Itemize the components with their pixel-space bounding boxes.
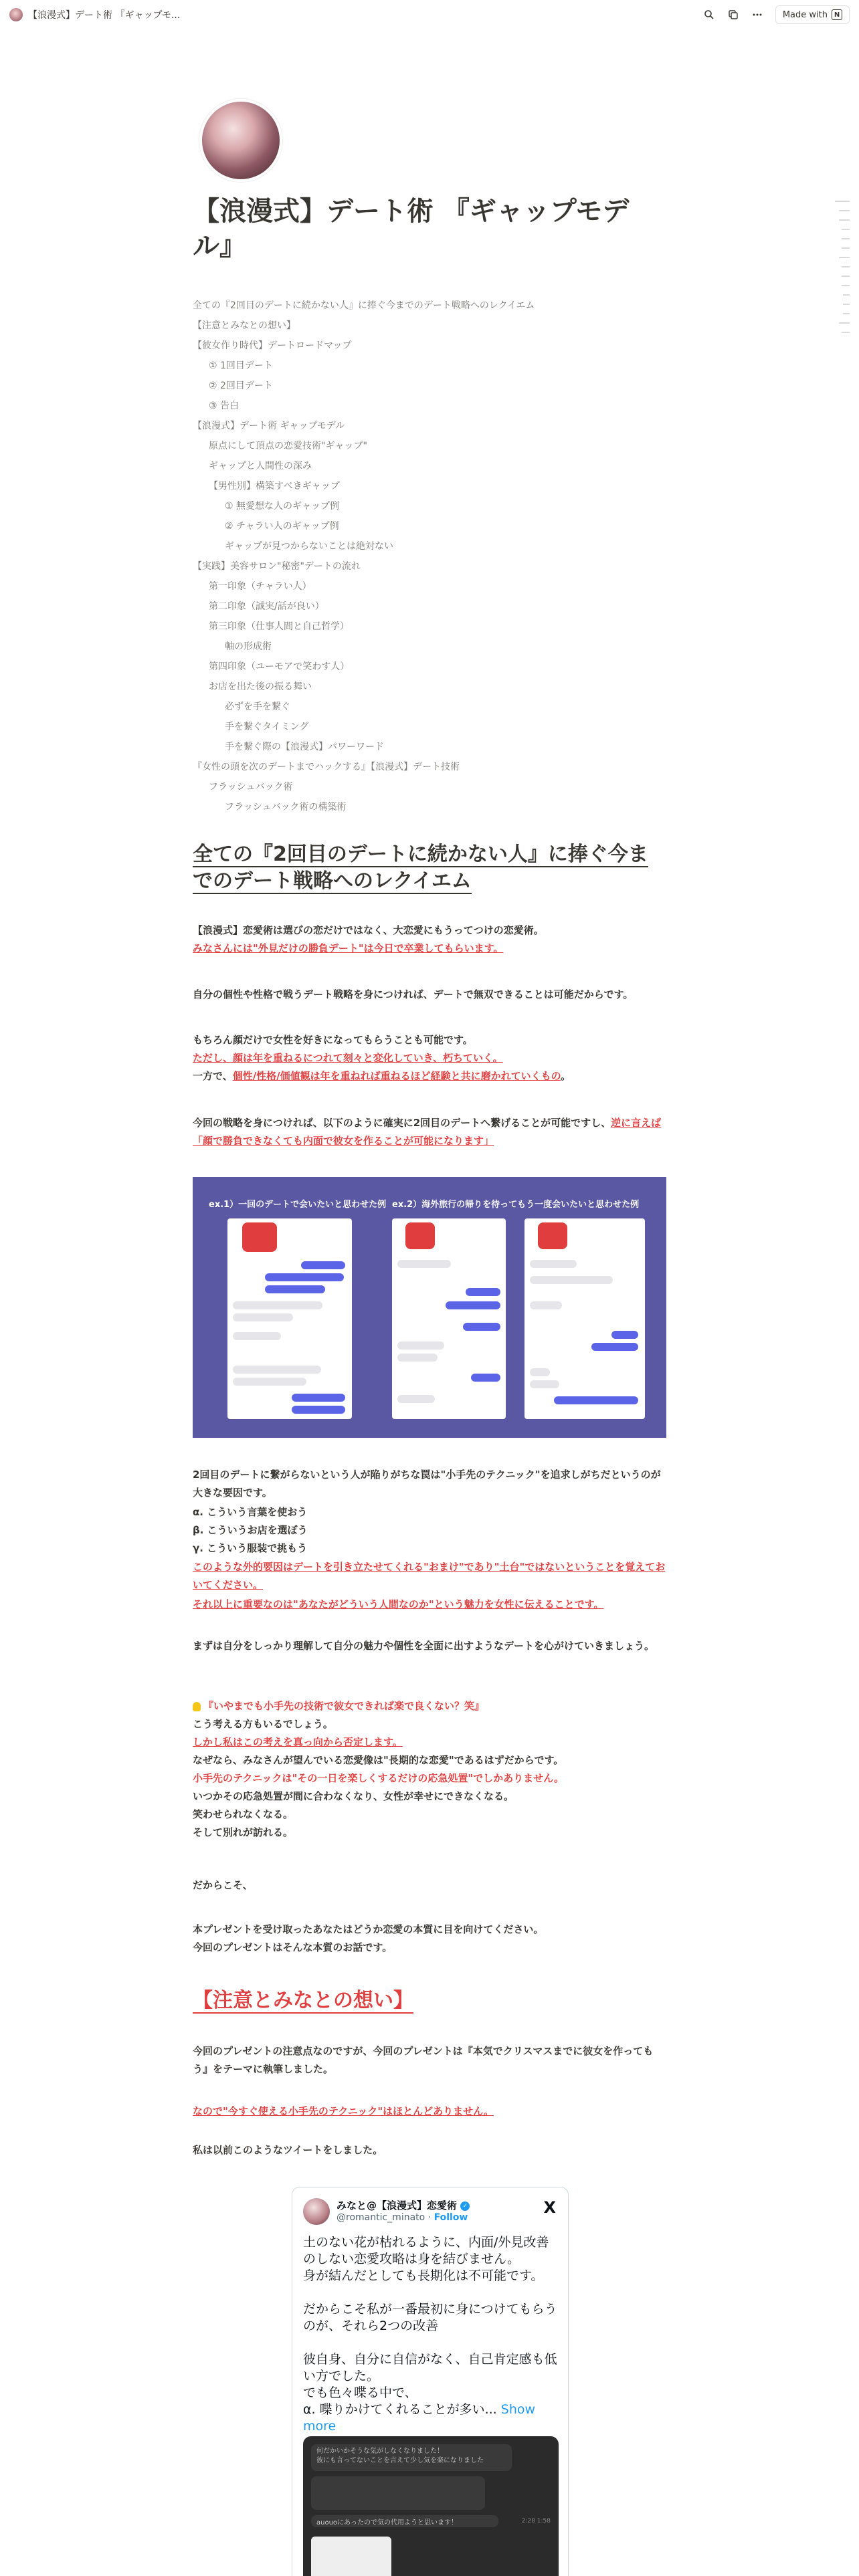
toc-item[interactable]: 原点にして頂点の恋愛技術"ギャップ" [209, 441, 367, 451]
top-bar [0, 0, 859, 29]
paragraph-trap: 2回目のデートに繋がらないという人が陥りがちな罠は"小手先のテクニック"を追求しがちだというのが大きな要因です。 [193, 1469, 661, 1499]
toc-item[interactable]: 第四印象（ユーモアで笑わす人） [209, 661, 350, 672]
image-caption-ex1: ex.1）一回のデートで会いたいと思わせた例 [209, 1200, 387, 1210]
paragraph-understand-self: まずは自分をしっかり理解して自分の魅力や個性を全面に出すようなデートを心がけていきましょう。 [193, 1640, 655, 1652]
paragraph-q3: しかし私はこの考えを真っ向から否定します。 [193, 1736, 403, 1748]
paragraph-notice-theme: 今回のプレゼントの注意点なのですが、今回のプレゼントは『本気でクリスマスまでに彼女を作ってもう』をテーマに執筆しました。 [193, 2045, 654, 2075]
page-breadcrumb-title[interactable]: 【浪漫式】デート術 『ギャップモ... [28, 10, 181, 21]
toc-item[interactable]: 【実践】美容サロン"秘密"デートの流れ [193, 561, 361, 572]
lightbulb-icon [193, 1702, 201, 1711]
toc-item[interactable]: ② チャラい人のギャップ例 [225, 521, 339, 532]
paragraph-important: それ以上に重要なのは"あなたがどういう人間なのか"という魅力を女性に伝えることです。 [193, 1598, 604, 1610]
toc-item[interactable]: 【浪漫式】デート術 ギャップモデル [193, 421, 345, 431]
paragraph-external-factors: このような外的要因はデートを引き立たせてくれる"おまけ"であり"土台"ではないということを覚えておいてください。 [193, 1561, 666, 1591]
verified-badge-icon: ✓ [460, 2202, 470, 2211]
paragraph-second-date: 今回の戦略を身につければ、以下のように確実に2回目のデートへ繋げることが可能ですし、逆に言えば「顔で勝負できなくても内面で彼女を作ることが可能になります」 [193, 1117, 662, 1147]
paragraph-face: もちろん顔だけで女性を好きになってもらうことも可能です。 [193, 1034, 473, 1046]
search-icon[interactable] [703, 9, 715, 21]
toc-item[interactable]: ギャップと人間性の深み [209, 461, 312, 471]
toc-item[interactable]: 軸の形成術 [225, 641, 272, 652]
list-item: γ. こういう服装で挑もう [193, 1542, 308, 1554]
made-with-notion-button[interactable] [775, 5, 850, 24]
heart-badge-icon [538, 1222, 567, 1249]
tweet-body: 土のない花が枯れるように、内面/外見改善のしない恋愛攻略は身を結びません。 身が結んだとしても長期化は不可能です。 だからこそ私が一番最初に身につけてもらうのが、それら2つの改善 彼自身、自分に自信がなく、自己肯定感も低い方でした。 でも色々喋る中で、 α. 喋りかけてくれることが多い... Show more [303, 2235, 557, 2434]
notion-logo-icon: N [832, 9, 842, 20]
paragraph-romantic-method: 【浪漫式】恋愛術は選びの恋だけではなく、大恋愛にもうってつけの恋愛術。 [193, 924, 544, 936]
toc-item[interactable]: フラッシュバック術の構築術 [225, 802, 347, 813]
toc-item[interactable]: 第三印象（仕事人間と自己哲学） [209, 621, 349, 632]
page-avatar [199, 99, 282, 182]
paragraph-q10: 本プレゼントを受け取ったあなたはどうか恋愛の本質に目を向けてください。 [193, 1923, 544, 1935]
paragraph-q8: そして別れが訪れる。 [193, 1826, 294, 1838]
heading-notice: 【注意とみなとの想い】 [193, 1989, 413, 2012]
paragraph-q5: 小手先のテクニックは"その一日を楽しくするだけの応急処置"でしかありません。 [193, 1772, 565, 1784]
page-title: 【浪漫式】デート術 『ギャップモデル』 [193, 196, 630, 261]
toc-item[interactable]: ① 1回目デート [209, 360, 273, 371]
toc-item[interactable]: 必ずを手を繋ぐ [225, 702, 290, 712]
tweet-media[interactable]: 何だかいかそうな気がしなくなりました！ 彼にも言ってないことを言えて少し気を楽になりました auouoにあったので気の代用ようと思います！ 2:28 1:58 [303, 2436, 559, 2576]
tweet-avatar[interactable] [303, 2198, 330, 2225]
list-item: α. こういう言葉を使おう [193, 1506, 308, 1518]
paragraph-face-changes: ただし、顔は年を重ねるにつれて刻々と変化していき、朽ちていく。 [193, 1052, 503, 1064]
page-icon[interactable] [9, 8, 23, 21]
paragraph-personality: 一方で、個性/性格/価値観は年を重ねれば重ねるほど経験と共に磨かれていくもの。 [193, 1070, 571, 1082]
more-icon[interactable] [751, 9, 763, 21]
technique-list [193, 1503, 666, 1558]
toc-item[interactable]: ③ 告白 [209, 401, 240, 411]
heart-badge-icon [405, 1222, 435, 1249]
list-item: β. こういうお店を選ぼう [193, 1524, 308, 1536]
page-outline[interactable] [831, 201, 850, 341]
paragraph-q2: こう考える方もいるでしょう。 [193, 1718, 333, 1730]
tweet-author-name[interactable]: みなと@【浪漫式】恋愛術 ✓ [337, 2198, 470, 2212]
toc-item[interactable]: 【注意とみなとの想い】 [193, 320, 296, 331]
toc-item[interactable]: フラッシュバック術 [209, 782, 293, 792]
paragraph-no-techniques: なので"今すぐ使える小手先のテクニック"はほとんどありません。 [193, 2105, 494, 2117]
toc-item[interactable]: 第二印象（誠実/話が良い） [209, 601, 324, 612]
toc-item[interactable]: ② 2回目デート [209, 381, 273, 391]
made-with-label: Made with [782, 9, 828, 20]
toc-item[interactable]: 第一印象（チャラい人） [209, 581, 312, 592]
duplicate-icon[interactable] [727, 9, 739, 21]
toc-item[interactable]: 【彼女作り時代】デートロードマップ [193, 340, 352, 351]
toc-item[interactable]: 【男性別】構築すべきギャップ [209, 481, 340, 492]
toc-item[interactable]: ① 無愛想な人のギャップ例 [225, 501, 340, 512]
toc-item[interactable]: 手を繋ぐタイミング [225, 722, 309, 732]
heading-requiem: 全ての『2回目のデートに続かない人』に捧ぐ今までのデート戦略へのレクイエム [193, 843, 648, 893]
x-logo-icon[interactable]: X [543, 2198, 556, 2217]
toc-item[interactable]: お店を出た後の振る舞い [209, 681, 312, 692]
show-more-link[interactable]: Show more [303, 2402, 536, 2434]
paragraph-tweet-intro: 私は以前このようなツイートをしました。 [193, 2144, 383, 2156]
image-caption-ex2: ex.2）海外旅行の帰りを待ってもう一度会いたいと思わせた例 [392, 1200, 640, 1210]
table-of-contents [193, 296, 661, 817]
toc-item[interactable]: 手を繋ぐ際の【浪漫式】パワーワード [225, 742, 384, 752]
heart-badge-icon [242, 1222, 277, 1252]
paragraph-graduate: みなさんには"外見だけの勝負デート"は今日で卒業してもらいます。 [193, 942, 504, 954]
paragraph-strategy: 自分の個性や性格で戦うデート戦略を身につければ、デートで無双できることは可能だからです。 [193, 988, 634, 1000]
toc-item[interactable]: 全ての『2回目のデートに続かない人』に捧ぐ今までのデート戦略へのレクイエム [193, 300, 535, 311]
embedded-tweet[interactable] [292, 2187, 569, 2576]
chat-phone-1 [227, 1218, 352, 1419]
paragraph-q7: 笑わせられなくなる。 [193, 1808, 294, 1820]
paragraph-therefore: だからこそ、 [193, 1879, 253, 1891]
tweet-handle-row: @romantic_minato · Follow [337, 2212, 468, 2223]
paragraph-q11: 今回のプレゼントはそんな本質のお話です。 [193, 1941, 393, 1953]
chat-phone-2 [392, 1218, 506, 1419]
toc-item[interactable]: 『女性の頭を次のデートまでハックする』【浪漫式】デート技術 [193, 762, 460, 772]
paragraph-q6: いつかその応急処置が間に合わなくなり、女性が幸せにできなくなる。 [193, 1790, 514, 1802]
chat-phone-3 [524, 1218, 645, 1419]
chat-screenshot-image [193, 1177, 666, 1438]
follow-button[interactable]: Follow [434, 2212, 468, 2223]
quote-line: 『いやまでも小手先の技術で彼女できれば楽で良くない？笑』 [193, 1697, 666, 1715]
paragraph-q4: なぜなら、みなさんが望んでいる恋愛像は"長期的な恋愛"であるはずだからです。 [193, 1754, 564, 1766]
toc-item[interactable]: ギャップが見つからないことは絶対ない [225, 541, 393, 552]
